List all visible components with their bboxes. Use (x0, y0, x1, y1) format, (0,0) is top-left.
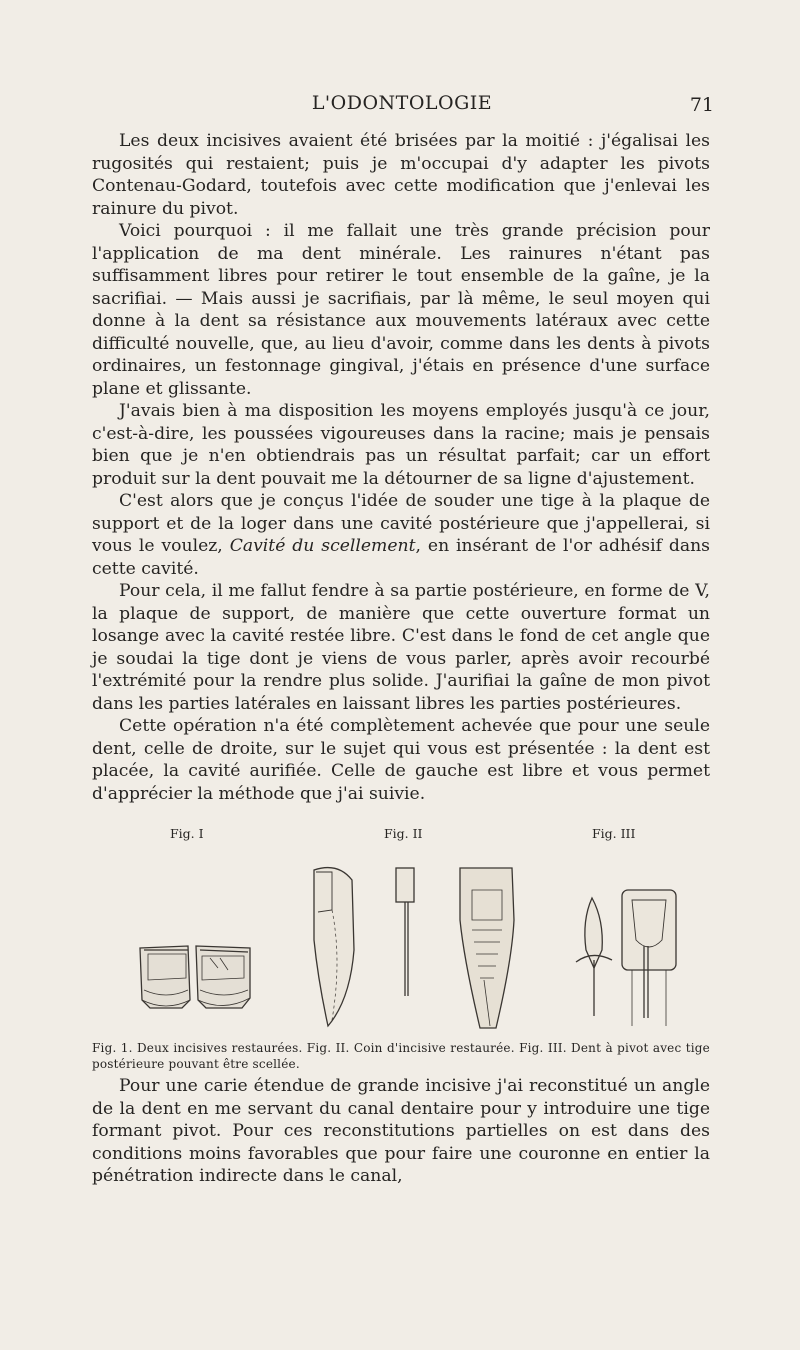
main-text (92, 130, 710, 805)
paragraph-2: Voici pourquoi : il me fallait une très grande précision pour l'application de ma dent minérale. Les rainures n'étant pas suffisamment libres pour retirer le tout ensemble de la gaîne, je la sacrifiai. — Mais aussi je sacrifiais, par là même, le seul moyen qui donne à la dent sa résistance aux mouvements latéraux avec cette difficulté nouvelle, que, au lieu d'avoir, comme dans les dents à pivots ordinaires, un festonnage gingival, j'étais en présence d'une surface plane et glissante. (92, 221, 710, 399)
closing-text (92, 1075, 710, 1188)
page-header (92, 90, 712, 120)
fig3-pivot-drawing (576, 890, 676, 1026)
page-number: 71 (689, 94, 714, 116)
figure-label-2: Fig. II (384, 826, 423, 841)
fig1-incisors-drawing (140, 946, 250, 1008)
figure-label-3: Fig. III (592, 826, 636, 841)
figure-illustrations (92, 850, 712, 1030)
fig2-pivot-tooth-drawing (460, 868, 514, 1028)
figure-caption: Fig. 1. Deux incisives restaurées. Fig. II. Coin d'incisive restaurée. Fig. III. Dent à pivot avec tige postérieure pouvant être scellée. (92, 1041, 710, 1071)
paragraph-5: Pour cela, il me fallut fendre à sa partie postérieure, en forme de V, la plaque de support, de manière que cette ouverture format un losange avec la cavité restée libre. C'est dans le fond de cet angle que je soudai la tige dont je viens de vous parler, après avoir recourbé l'extrémité pour la rendre plus solide. J'aurifiai la gaîne de mon pivot dans les parties latérales en laissant libres les parties postérieures. (92, 581, 710, 714)
cavity-term: Cavité du scellement (229, 536, 416, 556)
paragraph-6: Cette opération n'a été complètement achevée que pour une seule dent, celle de droite, sur le sujet qui vous est présentée : la dent est placée, la cavité aurifiée. Celle de gauche est libre et vous permet d'apprécier la méthode que j'ai suivie. (92, 716, 710, 804)
figure-labels (92, 826, 712, 848)
paragraph-7: Pour une carie étendue de grande incisive j'ai reconstitué un angle de la dent en me servant du canal dentaire pour y introduire une tige formant pivot. Pour ces reconstitutions partielles on est dans des conditions moins favorables que pour faire une couronne en entier la pénétration indirecte dans le canal, (92, 1076, 710, 1186)
paragraph-4-start: C'est alors que je conçus l'idée de souder une tige à la plaque de support et de la loger dans une cavité postérieure que j'appellerai, si vous le voulez, (92, 491, 710, 556)
figure-label-1: Fig. I (170, 826, 204, 841)
paragraph-1: Les deux incisives avaient été brisées par la moitié : j'égalisai les rugosités qui restaient; puis je m'occupai d'y adapter les pivots Contenau-Godard, toutefois avec cette modification que j'enlevai les rainure du pivot. (92, 131, 710, 219)
fig2-incisor-drawing (314, 868, 414, 1026)
paragraph-4 (92, 490, 710, 580)
paragraph-4-end: , en insérant de l'or adhésif dans cette cavité. (92, 536, 710, 579)
running-title: L'ODONTOLOGIE (311, 92, 493, 114)
paragraph-3: J'avais bien à ma disposition les moyens employés jusqu'à ce jour, c'est-à-dire, les poussées vigoureuses dans la racine; mais je pensais bien que je n'en obtiendrais pas un résultat parfait; car un effort produit sur la dent pouvait me la détourner de sa ligne d'ajustement. (92, 401, 710, 489)
